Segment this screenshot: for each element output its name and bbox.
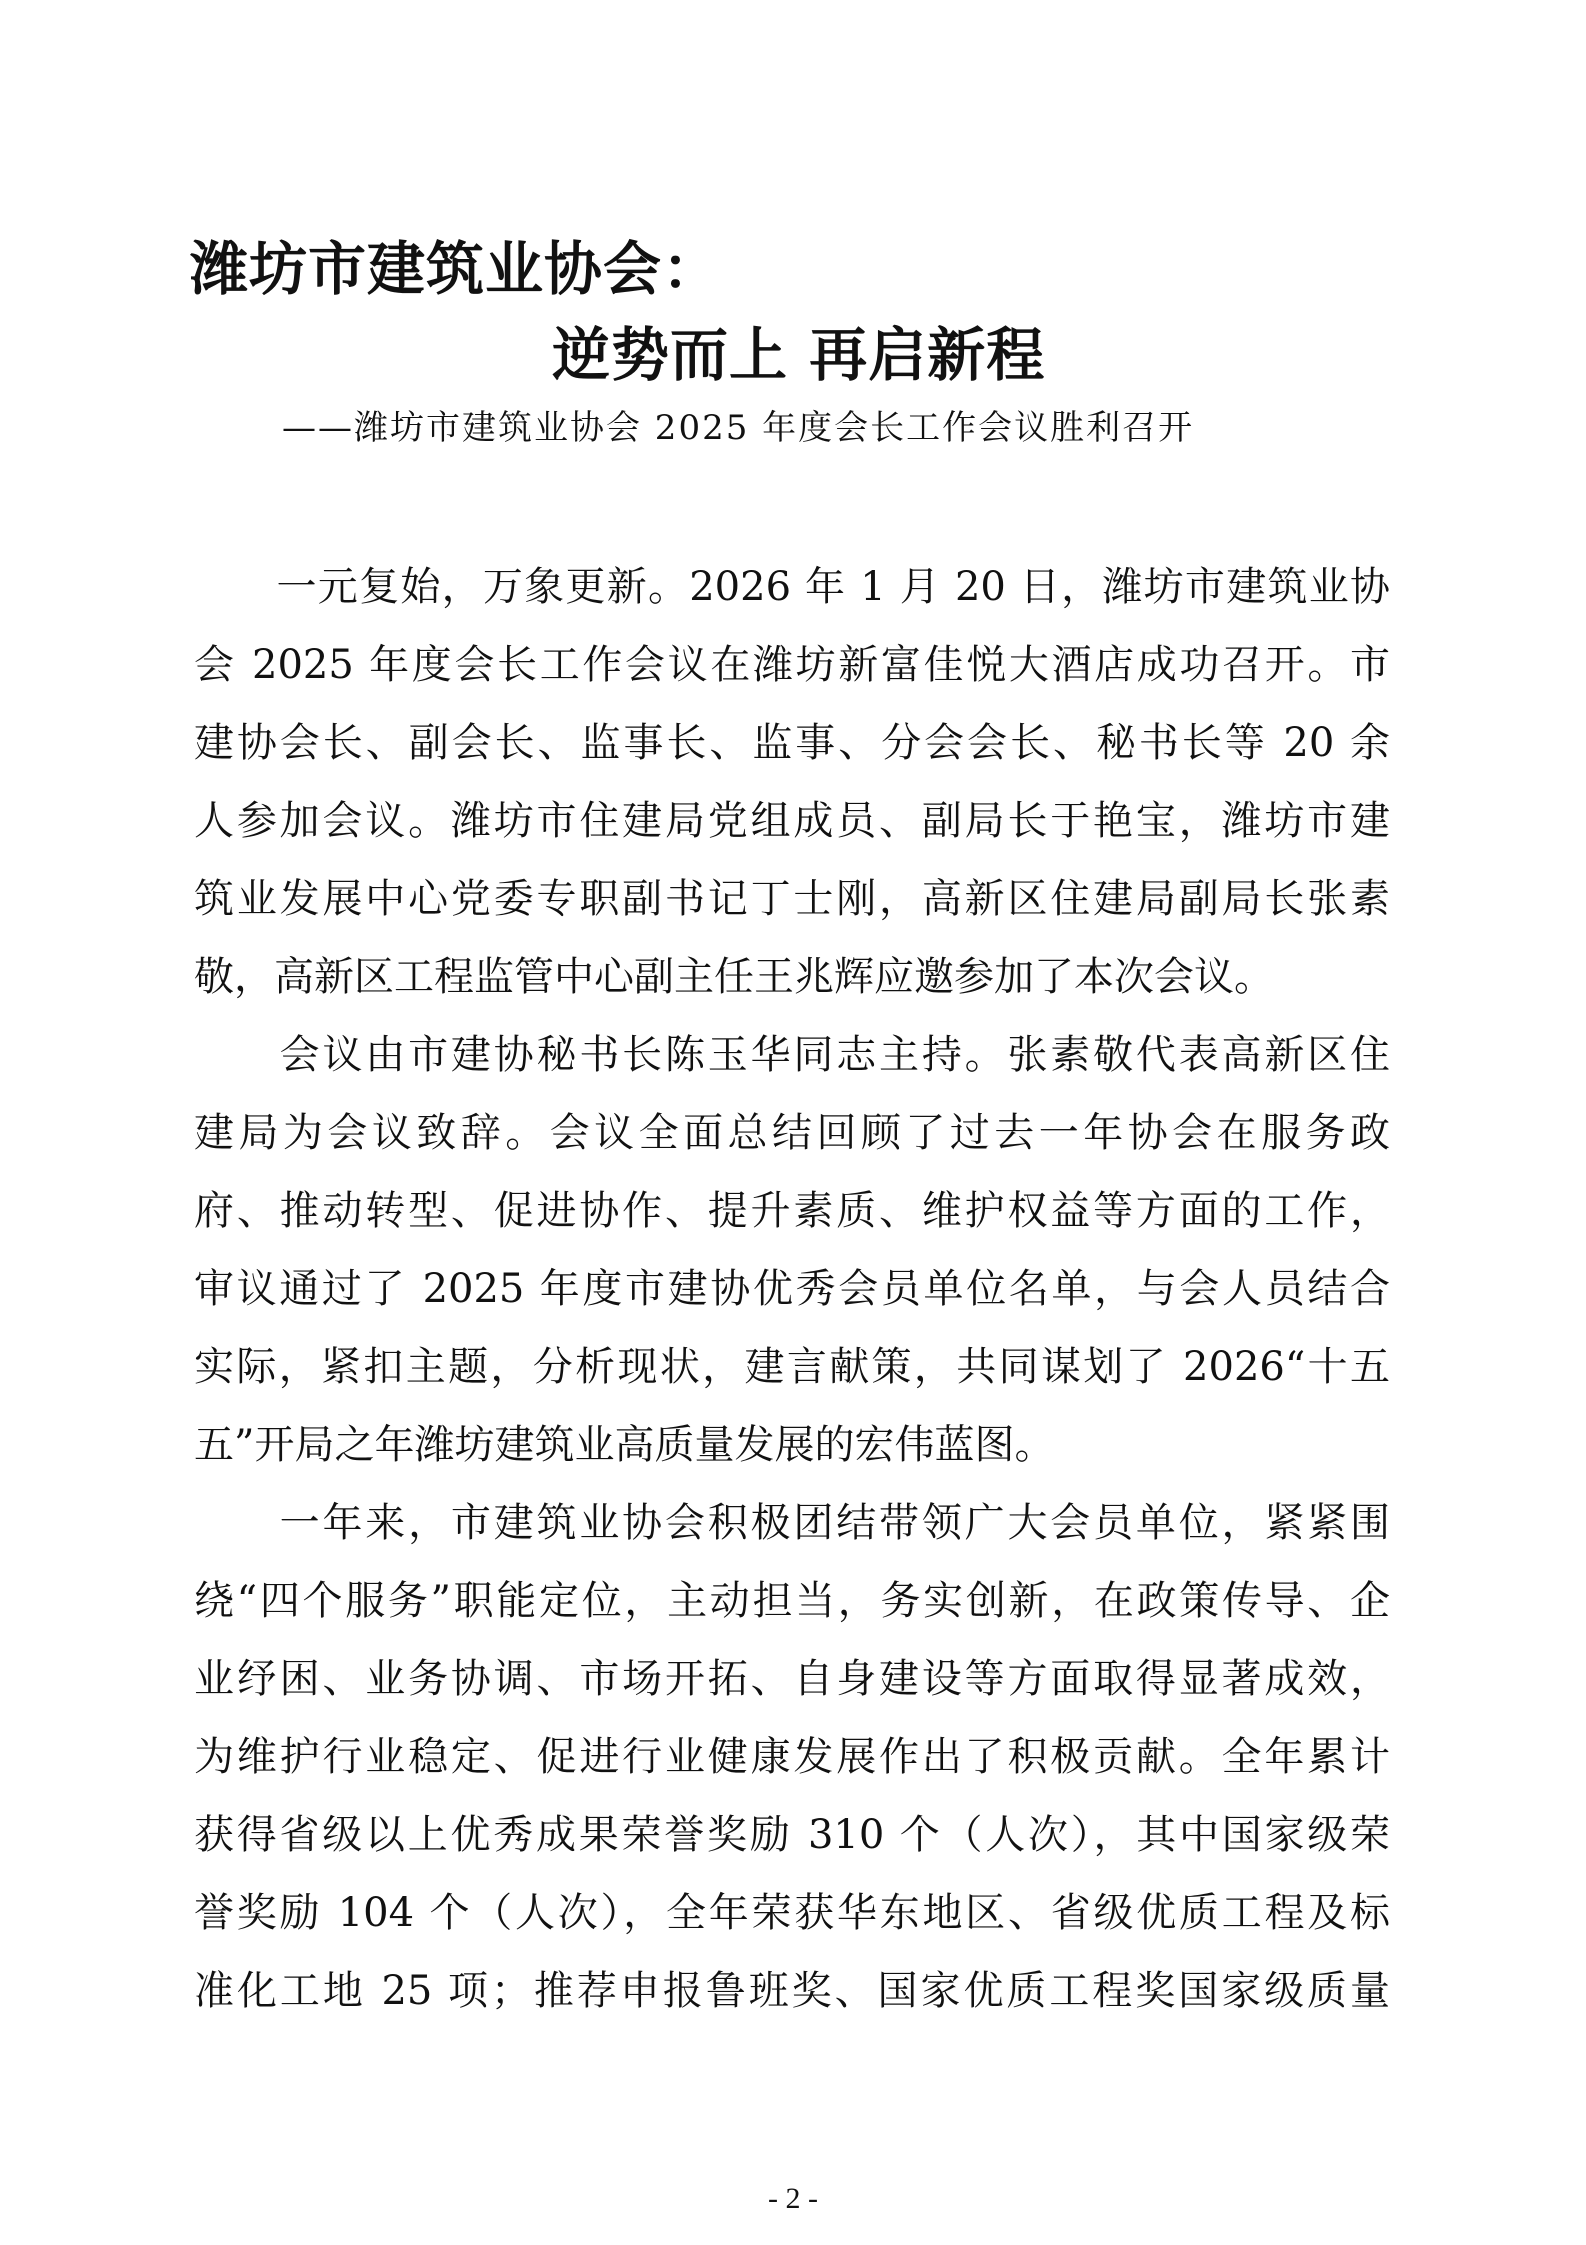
title-line-1: 潍坊市建筑业协会： <box>190 235 722 303</box>
paragraph-1-line-1: 一元复始，万象更新。2026 年 1 月 20 日，潍坊市建筑业协 <box>194 564 1390 610</box>
paragraph-1-line-5: 筑业发展中心党委专职副书记丁士刚，高新区住建局副局长张素 <box>194 876 1390 922</box>
paragraph-3-line-2: 绕“四个服务”职能定位，主动担当，务实创新，在政策传导、企 <box>194 1578 1390 1624</box>
subtitle: ——潍坊市建筑业协会 2025 年度会长工作会议胜利召开 <box>282 408 1195 448</box>
paragraph-3-line-5: 获得省级以上优秀成果荣誉奖励 310 个（人次），其中国家级荣 <box>194 1812 1390 1858</box>
title-line-2: 逆势而上 再启新程 <box>552 321 1046 389</box>
paragraph-3-line-4: 为维护行业稳定、促进行业健康发展作出了积极贡献。全年累计 <box>194 1734 1390 1780</box>
paragraph-2-line-5: 实际，紧扣主题，分析现状，建言献策，共同谋划了 2026“十五 <box>194 1344 1390 1390</box>
paragraph-2-line-1: 会议由市建协秘书长陈玉华同志主持。张素敬代表高新区住 <box>194 1032 1390 1078</box>
paragraph-3-line-1: 一年来，市建筑业协会积极团结带领广大会员单位，紧紧围 <box>194 1500 1390 1546</box>
paragraph-3-line-3: 业纾困、业务协调、市场开拓、自身建设等方面取得显著成效， <box>194 1656 1390 1702</box>
paragraph-3-line-6: 誉奖励 104 个（人次），全年荣获华东地区、省级优质工程及标 <box>194 1890 1390 1936</box>
paragraph-2-line-6: 五”开局之年潍坊建筑业高质量发展的宏伟蓝图。 <box>194 1422 1055 1468</box>
paragraph-1-line-3: 建协会长、副会长、监事长、监事、分会会长、秘书长等 20 余 <box>194 720 1390 766</box>
paragraph-3-line-7: 准化工地 25 项；推荐申报鲁班奖、国家优质工程奖国家级质量 <box>194 1968 1390 2014</box>
paragraph-2-line-3: 府、推动转型、促进协作、提升素质、维护权益等方面的工作， <box>194 1188 1390 1234</box>
paragraph-1-line-4: 人参加会议。潍坊市住建局党组成员、副局长于艳宝，潍坊市建 <box>194 798 1390 844</box>
paragraph-1-line-6: 敬，高新区工程监管中心副主任王兆辉应邀参加了本次会议。 <box>194 954 1274 1000</box>
article-body <box>194 548 1390 2030</box>
page-number: - 2 - <box>768 2182 818 2215</box>
paragraph-2-line-2: 建局为会议致辞。会议全面总结回顾了过去一年协会在服务政 <box>194 1110 1390 1156</box>
paragraph-2-line-4: 审议通过了 2025 年度市建协优秀会员单位名单，与会人员结合 <box>194 1266 1390 1312</box>
paragraph-1-line-2: 会 2025 年度会长工作会议在潍坊新富佳悦大酒店成功召开。市 <box>194 642 1390 688</box>
